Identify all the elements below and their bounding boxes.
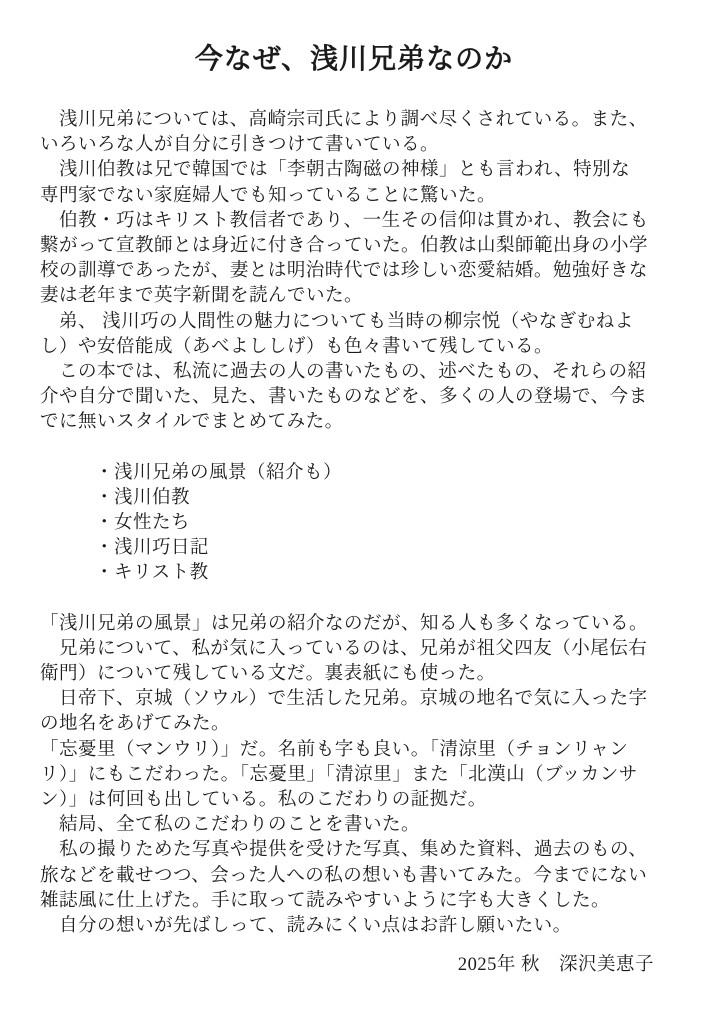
signature-line: 2025年 秋 深沢美恵子: [457, 955, 654, 976]
list-item: ・女性たち: [95, 513, 191, 534]
paragraph-kodawari: 結局、全て私のこだわりのことを書いた。: [40, 815, 421, 836]
paragraph-grandfather: 兄弟について、私が気に入っているのは、兄弟が祖父四友（小尾伝右 衛門）について残している文だ。裏表紙にも使った。: [40, 638, 648, 685]
paragraph-apology: 自分の想いが先ばしって、読みにくい点はお許し願いたい。: [40, 916, 572, 937]
list-item: ・浅川巧日記: [95, 538, 210, 559]
paragraph-placenames: 「忘憂里（マンウリ）」だ。名前も字も良い。「清涼里（チョンリャン リ）」にもこだわった。「忘憂里」「清涼里」また「北漢山（ブッカンサ ン）」は何回も出している。私のこだわりの証拠だ。: [40, 739, 638, 811]
paragraph-keijo: 日帝下、京城（ソウル）で生活した兄弟。京城の地名で気に入った字 の地名をあげてみた。: [40, 689, 648, 735]
paragraph-style: この本では、私流に過去の人の書いたもの、述べたもの、それらの紹 介や自分で聞いた、見た、書いたものなどを、多くの人の登場で、今ま でに無いスタイルでまとめてみた。: [40, 362, 648, 433]
paragraph-photos: 私の撮りためた写真や提供を受けた写真、集めた資料、過去のもの、 旅などを載せつつ、会った人への私の想いも書いてみた。今までにない 雑誌風に仕上げた。手に取って読みやすいように字も大きくした。: [40, 840, 648, 911]
document-body: [40, 108, 668, 939]
page-title: 今なぜ、浅川兄弟なのか: [194, 44, 514, 75]
paragraph-fukei: 「浅川兄弟の風景」は兄弟の紹介なのだが、知る人も多くなっている。: [40, 613, 649, 634]
list-item: ・浅川兄弟の風景（紹介も）: [95, 462, 343, 483]
list-item: ・浅川伯教: [95, 487, 191, 508]
list-item: ・キリスト教: [95, 563, 209, 584]
paragraph-noritaka: 浅川伯教は兄で韓国では「李朝古陶磁の神様」とも言われ、特別な 専門家でない家庭婦人でも知っていることに驚いた。: [40, 160, 631, 206]
paragraph-intro-1: 浅川兄弟については、高崎宗司氏により調べ尽くされている。また、 いろいろな人が自分に引きつけて書いている。: [40, 110, 648, 156]
topic-list: [95, 461, 668, 587]
paragraph-takumi: 弟、 浅川巧の人間性の魅力についても当時の柳宗悦（やなぎむねよ し）や安倍能成（あべよししげ）も色々書いて残している。: [40, 311, 634, 357]
paragraph-christian: 伯教・巧はキリスト教信者であり、一生その信仰は貫かれ、教会にも 繋がって宣教師とは身近に付き合っていた。伯教は山梨師範出身の小学 校の訓導であったが、妻とは明治時代では珍しい恋愛結婚。勉強好きな 妻は老年まで英字新聞を読んでいた。: [40, 210, 649, 307]
